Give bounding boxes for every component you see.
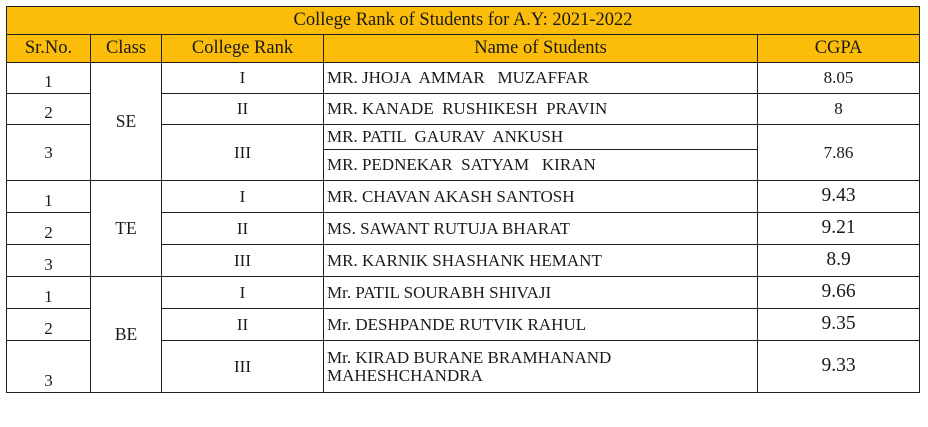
table-header-row [7, 35, 920, 63]
student-name-cell: MR. KANADE RUSHIKESH PRAVIN [324, 94, 758, 125]
cgpa-cell: 8.05 [758, 63, 920, 94]
sr-no-cell: 3 [7, 341, 91, 393]
table-row [7, 181, 920, 213]
rank-cell: I [162, 63, 324, 94]
rank-cell: II [162, 213, 324, 245]
student-name-cell: MS. SAWANT RUTUJA BHARAT [324, 213, 758, 245]
cgpa-cell: 9.66 [758, 277, 920, 309]
rank-cell: III [162, 125, 324, 181]
class-cell-te: TE [91, 181, 162, 277]
student-name-cell: Mr. PATIL SOURABH SHIVAJI [324, 277, 758, 309]
student-name-cell: MR. PEDNEKAR SATYAM KIRAN [324, 150, 758, 181]
rank-cell: III [162, 341, 324, 393]
header-cgpa: CGPA [758, 35, 920, 63]
college-rank-table [6, 6, 920, 393]
rank-cell: III [162, 245, 324, 277]
student-name-cell: MR. PATIL GAURAV ANKUSH [324, 125, 758, 150]
cgpa-cell: 9.33 [758, 341, 920, 393]
rank-cell: I [162, 181, 324, 213]
class-cell-be: BE [91, 277, 162, 393]
student-name-cell: MR. CHAVAN AKASH SANTOSH [324, 181, 758, 213]
student-name-cell: MR. JHOJA AMMAR MUZAFFAR [324, 63, 758, 94]
sr-no-cell: 1 [7, 181, 91, 213]
table-row [7, 63, 920, 94]
cgpa-cell: 9.35 [758, 309, 920, 341]
sr-no-cell: 1 [7, 277, 91, 309]
sr-no-cell: 1 [7, 63, 91, 94]
cgpa-cell: 8 [758, 94, 920, 125]
rank-cell: II [162, 94, 324, 125]
sr-no-cell: 2 [7, 94, 91, 125]
student-name-cell: Mr. KIRAD BURANE BRAMHANAND MAHESHCHANDRA [324, 341, 758, 393]
table-caption-row [7, 7, 920, 35]
rank-table-container [6, 6, 919, 393]
class-cell-se: SE [91, 63, 162, 181]
header-student-name: Name of Students [324, 35, 758, 63]
sr-no-cell: 3 [7, 125, 91, 181]
header-class: Class [91, 35, 162, 63]
header-sr-no: Sr.No. [7, 35, 91, 63]
header-college-rank: College Rank [162, 35, 324, 63]
rank-cell: II [162, 309, 324, 341]
cgpa-cell: 7.86 [758, 125, 920, 181]
cgpa-cell: 9.21 [758, 213, 920, 245]
sr-no-cell: 2 [7, 309, 91, 341]
sr-no-cell: 3 [7, 245, 91, 277]
cgpa-cell: 9.43 [758, 181, 920, 213]
table-title: College Rank of Students for A.Y: 2021-2022 [7, 7, 920, 35]
table-row [7, 277, 920, 309]
cgpa-cell: 8.9 [758, 245, 920, 277]
rank-cell: I [162, 277, 324, 309]
student-name-cell: Mr. DESHPANDE RUTVIK RAHUL [324, 309, 758, 341]
sr-no-cell: 2 [7, 213, 91, 245]
student-name-cell: MR. KARNIK SHASHANK HEMANT [324, 245, 758, 277]
